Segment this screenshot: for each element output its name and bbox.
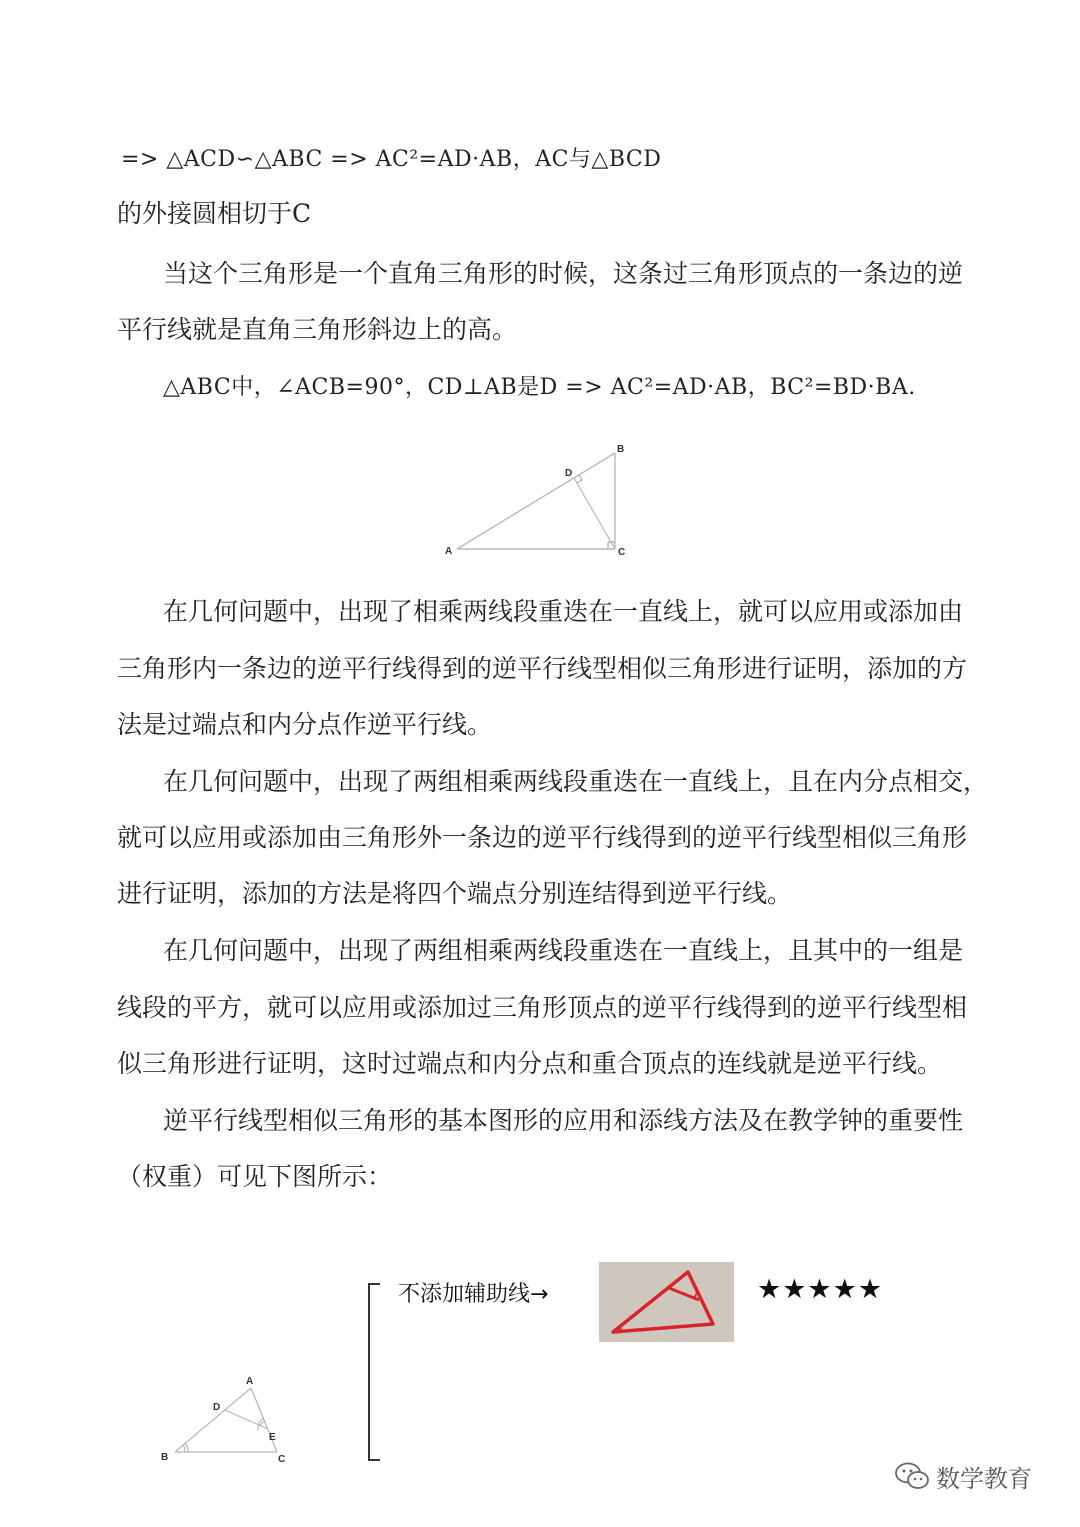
vertex-label-B2: B [161,1452,169,1463]
paragraph-6-line-1: 逆平行线型相似三角形的基本图形的应用和添线方法及在教学钟的重要性 [163,1106,964,1135]
red-triangle-icon [599,1262,734,1342]
paragraph-4-line-1: 在几何问题中，出现了两组相乘两线段重迭在一直线上，且在内分点相交， [163,767,989,796]
formula-line-1: => △ACD∽△ABC => AC²=AD·AB，AC与△BCD [121,147,662,172]
importance-stars: ★★★★★ [757,1274,884,1305]
paragraph-5-line-1: 在几何问题中，出现了两组相乘两线段重迭在一直线上，且其中的一组是 [163,936,964,965]
paragraph-1-line-2: 平行线就是直角三角形斜边上的高。 [117,315,518,344]
paragraph-1-line-1: 当这个三角形是一个直角三角形的时候，这条过三角形顶点的一条边的逆 [163,259,964,288]
paragraph-5-line-3: 似三角形进行证明，这时过端点和内分点和重合顶点的连线就是逆平行线。 [117,1049,943,1078]
paragraph-3-line-3: 法是过端点和内分点作逆平行线。 [117,710,493,739]
vertex-label-E2: E [269,1432,276,1443]
vertex-label-B: B [617,444,625,455]
right-triangle-diagram [440,438,640,568]
vertex-label-A: A [445,546,453,557]
paragraph-4-line-2: 就可以应用或添加由三角形外一条边的逆平行线得到的逆平行线型相似三角形 [117,823,968,852]
wechat-icon [894,1461,930,1491]
watermark-text: 数学教育 [936,1464,1032,1493]
paragraph-3-line-1: 在几何问题中，出现了相乘两线段重迭在一直线上，就可以应用或添加由 [163,597,964,626]
vertex-label-D: D [565,468,573,479]
branch-bracket [365,1282,385,1464]
watermark [894,1460,1032,1492]
vertex-label-C2: C [278,1454,286,1465]
triangle-ade-diagram [155,1372,295,1472]
paragraph-6-line-2: （权重）可见下图所示： [117,1162,393,1191]
red-triangle-photo [599,1262,734,1342]
vertex-label-C: C [618,547,626,558]
paragraph-2-formula: △ABC中，∠ACB=90°，CD⊥AB是D => AC²=AD·AB，BC²=BD·BA. [163,375,916,400]
paragraph-4-line-3: 进行证明，添加的方法是将四个端点分别连结得到逆平行线。 [117,879,793,908]
paragraph-5-line-2: 线段的平方，就可以应用或添加过三角形顶点的逆平行线得到的逆平行线型相 [117,993,968,1022]
vertex-label-A2: A [246,1376,254,1387]
formula-line-2: 的外接圆相切于C [117,199,312,228]
vertex-label-D2: D [213,1402,221,1413]
paragraph-3-line-2: 三角形内一条边的逆平行线得到的逆平行线型相似三角形进行证明，添加的方 [117,654,968,683]
no-auxiliary-line-label: 不添加辅助线→ [398,1282,549,1307]
